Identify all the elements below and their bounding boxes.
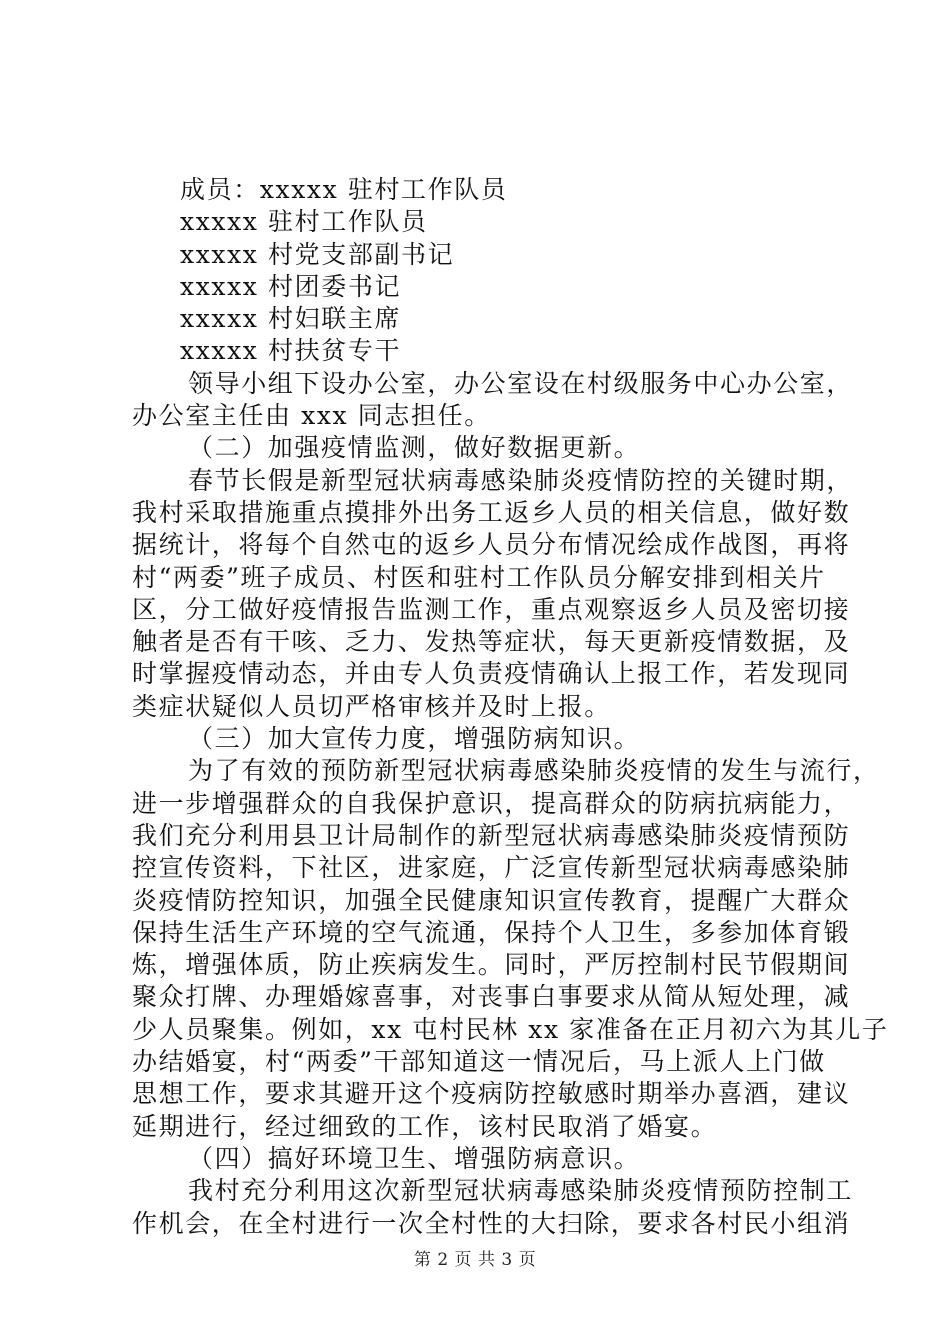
paragraph-line: 据统计，将每个自然屯的返乡人员分布情况绘成作战图，再将 bbox=[132, 530, 851, 560]
member-line-5: xxxxx 村妇联主席 bbox=[180, 304, 402, 334]
paragraph-line: 少人员聚集。例如，xx 屯村民林 xx 家准备在正月初六为其儿子 bbox=[132, 1014, 889, 1044]
member-line-4: xxxxx 村团委书记 bbox=[180, 271, 402, 301]
paragraph-line: 炎疫情防控知识，加强全民健康知识宣传教育，提醒广大群众 bbox=[132, 885, 851, 915]
section-heading-4: （四）搞好环境卫生、增强防病意识。 bbox=[188, 1143, 641, 1173]
paragraph-line: 我村充分利用这次新型冠状病毒感染肺炎疫情预防控制工 bbox=[188, 1176, 854, 1206]
paragraph-line: 领导小组下设办公室，办公室设在村级服务中心办公室， bbox=[188, 368, 854, 398]
paragraph-line: 进一步增强群众的自我保护意识，提高群众的防病抗病能力， bbox=[132, 788, 851, 818]
paragraph-line: 春节长假是新型冠状病毒感染肺炎疫情防控的关键时期， bbox=[188, 465, 854, 495]
section-heading-3: （三）加大宣传力度，增强防病知识。 bbox=[188, 724, 641, 754]
paragraph-line: 炼，增强体质，防止疾病发生。同时，严厉控制村民节假期间 bbox=[132, 950, 851, 980]
paragraph-line: 我们充分利用县卫计局制作的新型冠状病毒感染肺炎疫情预防 bbox=[132, 820, 851, 850]
paragraph-line: 延期进行，经过细致的工作，该村民取消了婚宴。 bbox=[132, 1111, 718, 1141]
paragraph-line: 控宣传资料，下社区，进家庭，广泛宣传新型冠状病毒感染肺 bbox=[132, 853, 851, 883]
paragraph-line: 为了有效的预防新型冠状病毒感染肺炎疫情的发生与流行， bbox=[188, 756, 880, 786]
paragraph-line: 保持生活生产环境的空气流通，保持个人卫生，多参加体育锻 bbox=[132, 917, 851, 947]
paragraph-line: 触者是否有干咳、乏力、发热等症状，每天更新疫情数据，及 bbox=[132, 627, 851, 657]
paragraph-line: 思想工作，要求其避开这个疫病防控敏感时期举办喜酒，建议 bbox=[132, 1079, 851, 1109]
page-number-footer: 第 2 页 共 3 页 bbox=[413, 1250, 537, 1270]
paragraph-line: 村“两委”班子成员、村医和驻村工作队员分解安排到相关片 bbox=[132, 562, 826, 592]
member-line-3: xxxxx 村党支部副书记 bbox=[180, 239, 455, 269]
paragraph-line: 类症状疑似人员切严格审核并及时上报。 bbox=[132, 691, 611, 721]
section-heading-2: （二）加强疫情监测，做好数据更新。 bbox=[188, 433, 641, 463]
paragraph-line: 办结婚宴，村“两委”干部知道这一情况后，马上派人上门做 bbox=[132, 1047, 826, 1077]
member-line-1: 成员：xxxxx 驻村工作队员 bbox=[180, 175, 508, 204]
paragraph-line: 作机会，在全村进行一次全村性的大扫除，要求各村民小组消 bbox=[132, 1208, 851, 1238]
document-body bbox=[132, 174, 889, 1240]
paragraph-line: 区，分工做好疫情报告监测工作，重点观察返乡人员及密切接 bbox=[132, 594, 851, 624]
member-line-6: xxxxx 村扶贫专干 bbox=[180, 336, 402, 366]
paragraph-line: 办公室主任由 xxx 同志担任。 bbox=[132, 401, 491, 431]
paragraph-line: 我村采取措施重点摸排外出务工返乡人员的相关信息，做好数 bbox=[132, 497, 851, 527]
paragraph-line: 时掌握疫情动态，并由专人负责疫情确认上报工作，若发现同 bbox=[132, 659, 851, 689]
paragraph-line: 聚众打牌、办理婚嫁喜事，对丧事白事要求从简从短处理，减 bbox=[132, 982, 851, 1012]
member-line-2: xxxxx 驻村工作队员 bbox=[180, 207, 428, 237]
